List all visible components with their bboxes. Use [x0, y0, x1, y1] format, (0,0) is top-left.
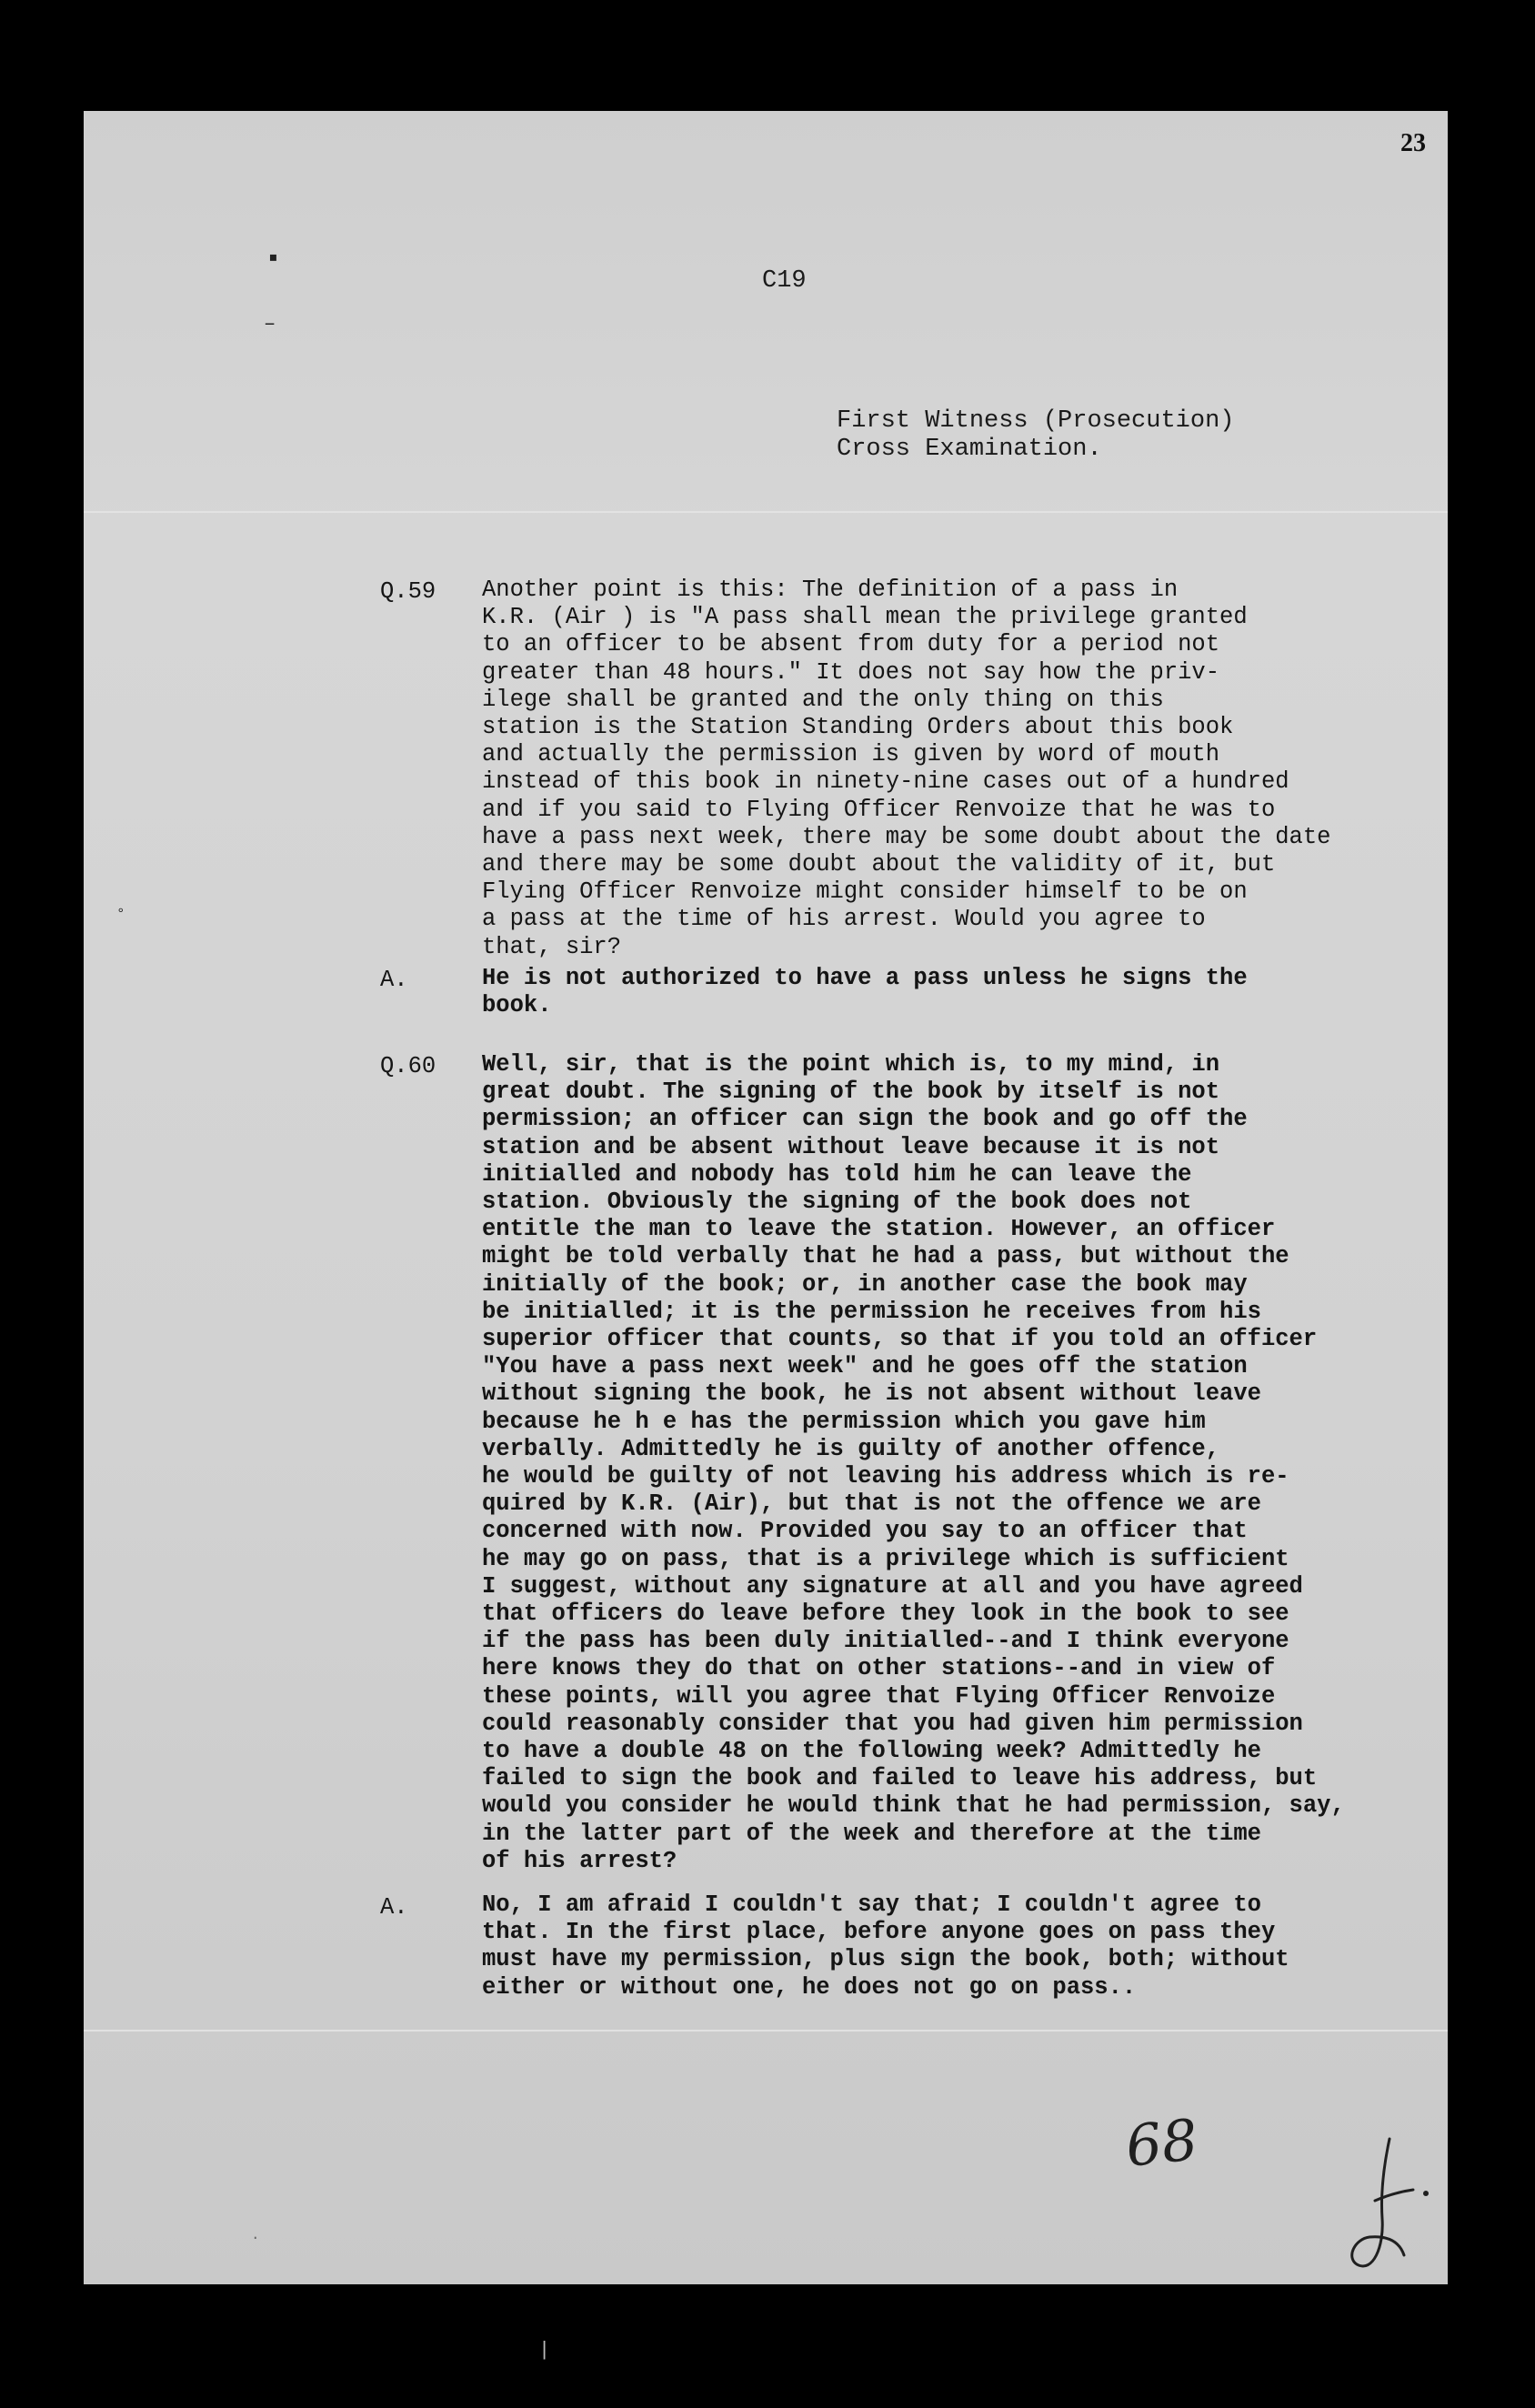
text-line: permission; an officer can sign the book and go off the [482, 1106, 1248, 1133]
text-line: No, I am afraid I couldn't say that; I couldn't agree to [482, 1891, 1261, 1918]
question-60-text [482, 1051, 1345, 1875]
text-line: he would be guilty of not leaving his address which is re- [482, 1463, 1289, 1490]
heading-line-2: Cross Examination. [837, 436, 1102, 463]
text-line: great doubt. The signing of the book by itself is not [482, 1079, 1220, 1106]
text-line: here knows they do that on other stations--and in view of [482, 1655, 1276, 1682]
stray-mark: ▪ [266, 246, 281, 274]
text-line: K.R. (Air ) is "A pass shall mean the privilege granted [482, 604, 1248, 631]
text-line: quired by K.R. (Air), but that is not the offence we are [482, 1490, 1261, 1518]
text-line: verbally. Admittedly he is guilty of another offence, [482, 1435, 1220, 1462]
text-line: superior officer that counts, so that if you told an officer [482, 1326, 1318, 1353]
document-code: C19 [762, 267, 807, 295]
text-line: instead of this book in ninety-nine cases out of a hundred [482, 768, 1289, 796]
text-line: could reasonably consider that you had given him permission [482, 1710, 1303, 1737]
text-line: He is not authorized to have a pass unless he signs the [482, 965, 1248, 991]
text-line: and if you said to Flying Officer Renvoize that he was to [482, 796, 1276, 823]
text-line: he may go on pass, that is a privilege which is sufficient [482, 1545, 1289, 1572]
stray-mark: ° [116, 906, 125, 922]
text-line: have a pass next week, there may be some doubt about the date [482, 823, 1331, 850]
text-line: initialled and nobody has told him he can leave the [482, 1160, 1192, 1188]
page-fold-line [84, 511, 1448, 513]
text-line: ilege shall be granted and the only thing on this [482, 686, 1164, 713]
answer-label-59: A. [380, 967, 408, 993]
handwritten-folio-number: 68 [1122, 2106, 1201, 2180]
question-59-text [482, 577, 1330, 961]
page-fold-line [84, 2030, 1448, 2032]
text-line: initially of the book; or, in another case the book may [482, 1270, 1248, 1298]
text-line: might be told verbally that he had a pass, but without the [482, 1243, 1289, 1270]
text-line: book. [482, 992, 552, 1019]
text-line: must have my permission, plus sign the book, both; without [482, 1946, 1289, 1973]
text-line: station and be absent without leave because it is not [482, 1133, 1220, 1160]
text-line: that. In the first place, before anyone goes on pass they [482, 1919, 1276, 1946]
text-line: greater than 48 hours." It does not say how the priv- [482, 658, 1220, 686]
heading-line-1: First Witness (Prosecution) [837, 407, 1235, 435]
text-line: be initialled; it is the permission he receives from his [482, 1298, 1261, 1325]
stray-mark: | [538, 2339, 551, 2362]
text-line: I suggest, without any signature at all and you have agreed [482, 1572, 1303, 1600]
text-line: these points, will you agree that Flying Officer Renvoize [482, 1682, 1276, 1710]
text-line: that officers do leave before they look in the book to see [482, 1600, 1289, 1628]
answer-59-text [482, 965, 1248, 1019]
text-line: station. Obviously the signing of the book does not [482, 1189, 1192, 1216]
text-line: that, sir? [482, 933, 622, 960]
text-line: without signing the book, he is not absent without leave [482, 1380, 1261, 1408]
question-label-59: Q.59 [380, 578, 436, 605]
text-line: to an officer to be absent from duty for a period not [482, 631, 1220, 658]
text-line: Another point is this: The definition of a pass in [482, 577, 1179, 603]
handwritten-initials [1337, 2128, 1446, 2283]
stray-mark: · [251, 2230, 260, 2246]
text-line: Well, sir, that is the point which is, to my mind, in [482, 1051, 1220, 1078]
text-line: either or without one, he does not go on pass.. [482, 1973, 1137, 2001]
text-line: and actually the permission is given by word of mouth [482, 741, 1220, 768]
text-line: entitle the man to leave the station. However, an officer [482, 1216, 1276, 1243]
text-line: and there may be some doubt about the validity of it, but [482, 851, 1276, 878]
stray-mark: ‒ [264, 313, 276, 336]
text-line: station is the Station Standing Orders about this book [482, 714, 1234, 741]
text-line: "You have a pass next week" and he goes off the station [482, 1353, 1248, 1380]
question-label-60: Q.60 [380, 1053, 436, 1079]
text-line: would you consider he would think that he had permission, say, [482, 1792, 1345, 1820]
text-line: if the pass has been duly initialled--and I think everyone [482, 1628, 1289, 1655]
text-line: because he h e has the permission which you gave him [482, 1408, 1206, 1435]
text-line: concerned with now. Provided you say to an officer that [482, 1518, 1248, 1545]
text-line: of his arrest? [482, 1847, 677, 1874]
answer-label-60: A. [380, 1894, 408, 1921]
answer-60-text [482, 1891, 1289, 2002]
text-line: to have a double 48 on the following week? Admittedly he [482, 1738, 1261, 1765]
section-heading [837, 407, 1234, 464]
text-line: a pass at the time of his arrest. Would you agree to [482, 906, 1206, 933]
text-line: failed to sign the book and failed to leave his address, but [482, 1765, 1318, 1792]
page-number: 23 [1400, 129, 1426, 157]
text-line: in the latter part of the week and therefore at the time [482, 1820, 1261, 1847]
text-line: Flying Officer Renvoize might consider himself to be on [482, 878, 1248, 906]
